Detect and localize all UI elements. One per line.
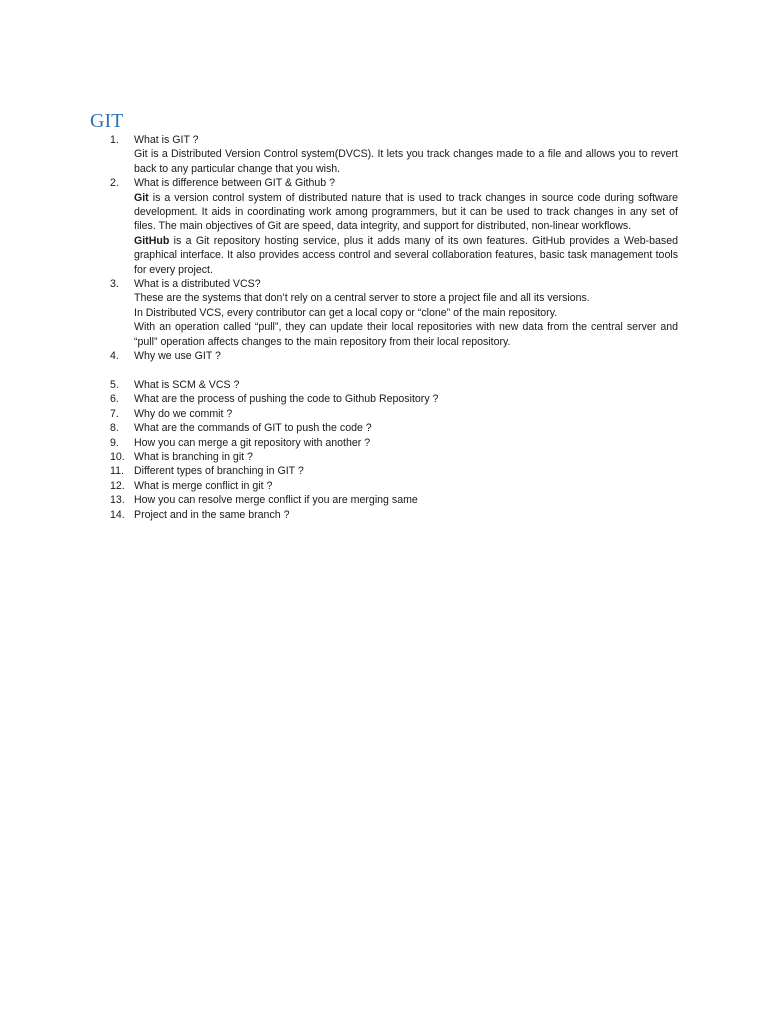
item-number: 13. — [110, 494, 125, 507]
answer-paragraph — [134, 147, 678, 176]
answer-text: is a Git repository hosting service, plus it adds many of its own features. GitHub provides a Web-based graphical interface. It also provides access control and several collaboration features, basic task management tools for every project. — [134, 234, 678, 276]
list-item — [0, 133, 678, 176]
list-item — [0, 493, 678, 507]
document-title: GIT — [90, 110, 124, 132]
question-text: What is merge conflict in git ? — [134, 479, 273, 492]
list-item — [0, 508, 678, 522]
item-number: 5. — [110, 378, 119, 391]
item-number: 6. — [110, 393, 119, 406]
question-text: What is SCM & VCS ? — [134, 378, 240, 391]
item-number: 8. — [110, 422, 119, 435]
item-number: 2. — [110, 177, 119, 190]
answer-text: is a version control system of distributed nature that is used to track changes in source code during software development. It aids in coordinating work among programmers, but it can be used to track changes in any set of files. The main objectives of Git are speed, data integrity, and support for distributed, non-linear workflows. — [134, 191, 678, 233]
answer-paragraph — [134, 234, 678, 277]
item-number: 1. — [110, 134, 119, 146]
item-number: 10. — [110, 450, 125, 463]
question-text: Different types of branching in GIT ? — [134, 465, 304, 478]
item-number: 9. — [110, 436, 119, 449]
list-item — [0, 378, 678, 392]
item-number: 3. — [110, 278, 119, 291]
list-item — [0, 464, 678, 478]
list-item — [0, 277, 678, 349]
answer-text: In Distributed VCS, every contributor can get a local copy or “clone” of the main repository. — [134, 306, 558, 319]
item-number: 11. — [110, 465, 124, 478]
item-number: 7. — [110, 407, 119, 420]
answer-term: GitHub — [134, 234, 170, 247]
answer-paragraph — [134, 320, 678, 349]
question-text: What are the process of pushing the code to Github Repository ? — [134, 393, 439, 406]
list-item — [0, 407, 678, 421]
list-item — [0, 421, 678, 435]
answer-text: With an operation called “pull”, they can update their local repositories with new data from the central server and “pull” operation affects changes to the main repository from their local repository. — [134, 321, 678, 348]
item-number: 12. — [110, 479, 125, 492]
answer-text: These are the systems that don’t rely on a central server to store a project file and all its versions. — [134, 292, 590, 305]
question-text: What is difference between GIT & Github ? — [134, 177, 335, 190]
question-text: What is a distributed VCS? — [134, 278, 261, 291]
item-number: 14. — [110, 508, 125, 521]
question-text: Project and in the same branch ? — [134, 508, 290, 521]
answer-paragraph — [134, 291, 678, 305]
list-item — [0, 450, 678, 464]
question-text: What are the commands of GIT to push the code ? — [134, 422, 372, 435]
answer-paragraph — [134, 191, 678, 234]
list-item — [0, 479, 678, 493]
answer-text: Git is a Distributed Version Control system(DVCS). It lets you track changes made to a file and allows you to revert back to any particular change that you wish. — [134, 148, 678, 175]
list-item — [0, 349, 678, 378]
answer-term: Git — [134, 191, 149, 204]
list-item — [0, 392, 678, 406]
answer-paragraph — [134, 306, 678, 320]
question-text: How you can merge a git repository with another ? — [134, 436, 371, 449]
question-text: How you can resolve merge conflict if you are merging same — [134, 494, 418, 507]
question-text: What is branching in git ? — [134, 450, 253, 463]
question-list — [0, 133, 768, 522]
question-text: Why do we commit ? — [134, 407, 233, 420]
question-text: Why we use GIT ? — [134, 350, 221, 363]
item-number: 4. — [110, 350, 119, 363]
blank-line — [134, 364, 678, 378]
question-text: What is GIT ? — [134, 134, 199, 146]
list-item — [0, 176, 678, 277]
list-item — [0, 436, 678, 450]
